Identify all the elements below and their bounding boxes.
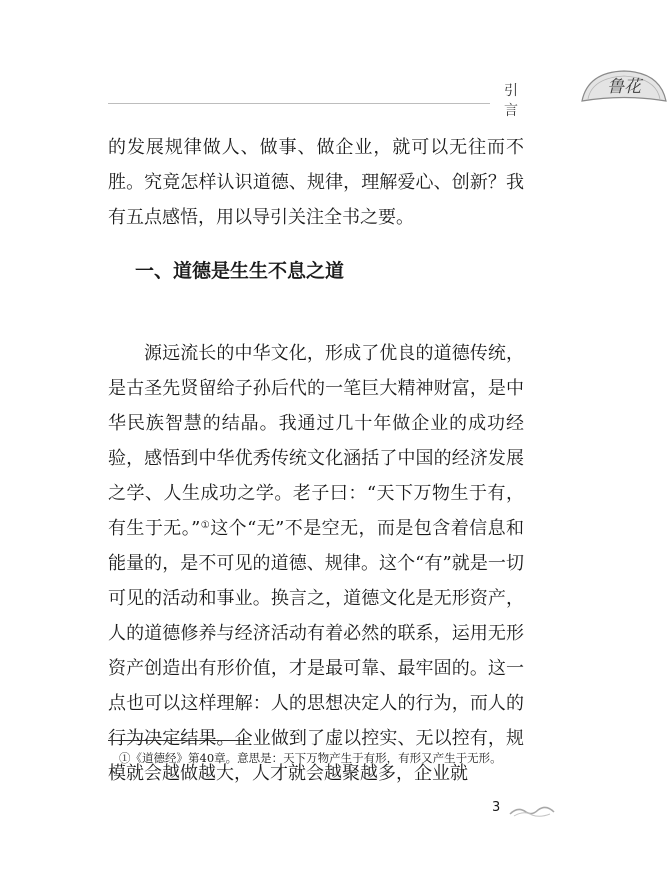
- paragraph-2: [108, 336, 524, 791]
- logo-text: 鲁花: [607, 77, 641, 97]
- header-rule: [108, 103, 490, 104]
- paragraph-2-part-b: 这个“无”不是空无，而是包含着信息和能量的，是不可见的道德、规律。这个“有”就是一切可见的活动和事业。换言之，道德文化是无形资产，人的道德修养与经济活动有着必然的联系，运用无形资产创造出有形价值，才是最可靠、最牢固的。这一点也可以这样理解：人的思想决定人的行为，而人的行为决定结果。企业做到了虚以控实、无以控有，规模就会越做越大，人才就会越聚越多，企业就: [108, 518, 525, 784]
- luhua-logo: [580, 68, 668, 106]
- page-ornament-icon: [508, 804, 556, 818]
- footnote: ①《道德经》第40章。意思是：天下万物产生于有形，有形又产生于无形。: [119, 751, 502, 765]
- footnote-ref[interactable]: ①: [200, 520, 211, 531]
- section-title: 一、道德是生生不息之道: [135, 260, 345, 282]
- running-header: [108, 72, 641, 119]
- opening-paragraph: [108, 130, 524, 235]
- header-title: 引言: [504, 83, 532, 119]
- paragraph-2-part-a: 源远流长的中华文化，形成了优良的道德传统，是古圣先贤留给子孙后代的一笔巨大精神财富，是中华民族智慧的结晶。我通过几十年做企业的成功经验，感悟到中华优秀传统文化涵括了中国的经济发展之学、人生成功之学。老子曰：“天下万物生于有，有生于无。”: [108, 343, 524, 539]
- page-number: 3: [492, 800, 501, 815]
- footnote-rule: [108, 740, 250, 741]
- paragraph-1: 的发展规律做人、做事、做企业，就可以无往而不胜。究竟怎样认识道德、规律，理解爱心、创新？我有五点感悟，用以导引关注全书之要。: [108, 137, 524, 228]
